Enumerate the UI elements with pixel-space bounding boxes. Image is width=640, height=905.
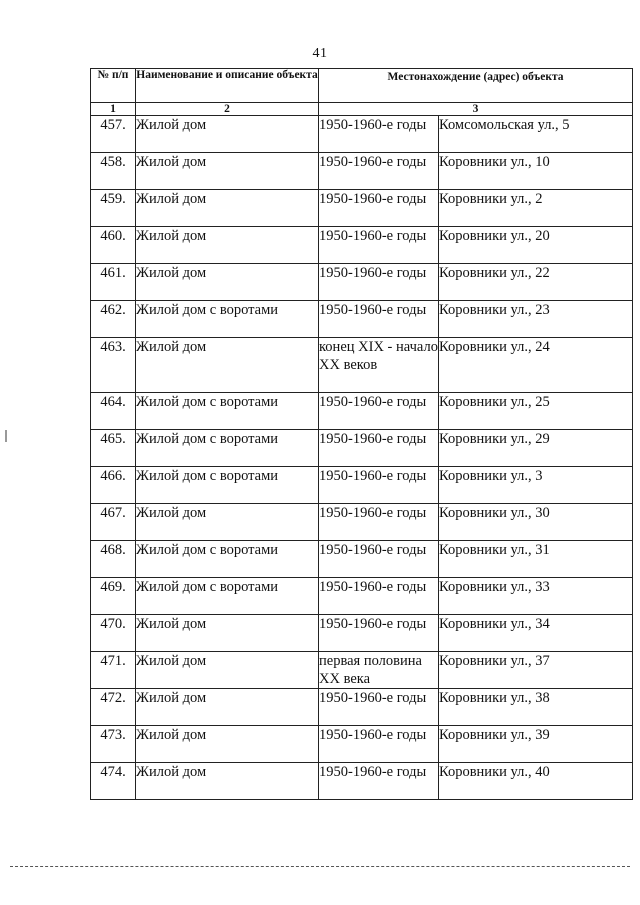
table-row [91, 116, 633, 153]
object-address: Комсомольская ул., 5 [439, 116, 633, 153]
row-number: 460. [91, 227, 136, 264]
row-number: 461. [91, 264, 136, 301]
object-date: 1950-1960-е годы [319, 541, 439, 578]
object-name: Жилой дом [136, 763, 319, 800]
object-address: Коровники ул., 29 [439, 430, 633, 467]
object-name: Жилой дом [136, 153, 319, 190]
object-date: 1950-1960-е годы [319, 689, 439, 726]
object-address: Коровники ул., 34 [439, 615, 633, 652]
object-date: 1950-1960-е годы [319, 227, 439, 264]
object-name: Жилой дом [136, 726, 319, 763]
row-number: 473. [91, 726, 136, 763]
row-number: 464. [91, 393, 136, 430]
object-address: Коровники ул., 37 [439, 652, 633, 689]
object-date: 1950-1960-е годы [319, 578, 439, 615]
table-row [91, 504, 633, 541]
object-date: 1950-1960-е годы [319, 615, 439, 652]
table-row [91, 726, 633, 763]
object-name: Жилой дом [136, 689, 319, 726]
row-number: 458. [91, 153, 136, 190]
object-address: Коровники ул., 31 [439, 541, 633, 578]
object-name: Жилой дом [136, 116, 319, 153]
object-date: 1950-1960-е годы [319, 190, 439, 227]
row-number: 468. [91, 541, 136, 578]
object-address: Коровники ул., 2 [439, 190, 633, 227]
row-number: 462. [91, 301, 136, 338]
object-address: Коровники ул., 20 [439, 227, 633, 264]
row-number: 474. [91, 763, 136, 800]
row-number: 457. [91, 116, 136, 153]
heritage-objects-table [90, 68, 633, 800]
row-number: 471. [91, 652, 136, 689]
scan-bottom-rule [10, 866, 630, 867]
table-row [91, 689, 633, 726]
table-row [91, 190, 633, 227]
object-address: Коровники ул., 33 [439, 578, 633, 615]
scan-margin-mark [5, 430, 7, 442]
object-name: Жилой дом с воротами [136, 541, 319, 578]
table-row [91, 541, 633, 578]
row-number: 472. [91, 689, 136, 726]
table-row [91, 430, 633, 467]
object-date: 1950-1960-е годы [319, 301, 439, 338]
object-name: Жилой дом с воротами [136, 430, 319, 467]
table-row [91, 301, 633, 338]
object-date: 1950-1960-е годы [319, 264, 439, 301]
object-name: Жилой дом с воротами [136, 467, 319, 504]
table-row [91, 264, 633, 301]
object-name: Жилой дом [136, 338, 319, 393]
object-address: Коровники ул., 10 [439, 153, 633, 190]
object-date: 1950-1960-е годы [319, 153, 439, 190]
table-row [91, 615, 633, 652]
object-date: первая половина XX века [319, 652, 439, 689]
object-date: конец XIX - начало XX веков [319, 338, 439, 393]
row-number: 459. [91, 190, 136, 227]
table-row [91, 652, 633, 689]
column-index: 2 [136, 103, 319, 116]
object-address: Коровники ул., 3 [439, 467, 633, 504]
row-number: 469. [91, 578, 136, 615]
header-name: Наименование и описание объекта [136, 69, 319, 103]
object-name: Жилой дом с воротами [136, 578, 319, 615]
row-number: 465. [91, 430, 136, 467]
object-name: Жилой дом [136, 615, 319, 652]
object-address: Коровники ул., 24 [439, 338, 633, 393]
column-index-row [91, 103, 633, 116]
column-index: 3 [319, 103, 633, 116]
object-date: 1950-1960-е годы [319, 116, 439, 153]
object-address: Коровники ул., 40 [439, 763, 633, 800]
table-row [91, 467, 633, 504]
object-date: 1950-1960-е годы [319, 504, 439, 541]
header-location: Местонахождение (адрес) объекта [319, 69, 633, 103]
object-address: Коровники ул., 25 [439, 393, 633, 430]
object-date: 1950-1960-е годы [319, 393, 439, 430]
object-name: Жилой дом [136, 227, 319, 264]
table-row [91, 578, 633, 615]
object-address: Коровники ул., 39 [439, 726, 633, 763]
object-date: 1950-1960-е годы [319, 467, 439, 504]
column-index: 1 [91, 103, 136, 116]
page-number: 41 [312, 46, 328, 61]
object-name: Жилой дом с воротами [136, 393, 319, 430]
table-row [91, 763, 633, 800]
object-date: 1950-1960-е годы [319, 763, 439, 800]
object-date: 1950-1960-е годы [319, 726, 439, 763]
header-number: № п/п [91, 69, 136, 103]
row-number: 466. [91, 467, 136, 504]
object-name: Жилой дом [136, 652, 319, 689]
object-address: Коровники ул., 38 [439, 689, 633, 726]
object-address: Коровники ул., 22 [439, 264, 633, 301]
row-number: 467. [91, 504, 136, 541]
table-row [91, 227, 633, 264]
object-name: Жилой дом [136, 190, 319, 227]
object-name: Жилой дом [136, 504, 319, 541]
row-number: 463. [91, 338, 136, 393]
object-address: Коровники ул., 23 [439, 301, 633, 338]
object-name: Жилой дом с воротами [136, 301, 319, 338]
object-name: Жилой дом [136, 264, 319, 301]
row-number: 470. [91, 615, 136, 652]
table-row [91, 338, 633, 393]
object-date: 1950-1960-е годы [319, 430, 439, 467]
table-row [91, 393, 633, 430]
table-row [91, 153, 633, 190]
object-address: Коровники ул., 30 [439, 504, 633, 541]
table-header-row [91, 69, 633, 103]
